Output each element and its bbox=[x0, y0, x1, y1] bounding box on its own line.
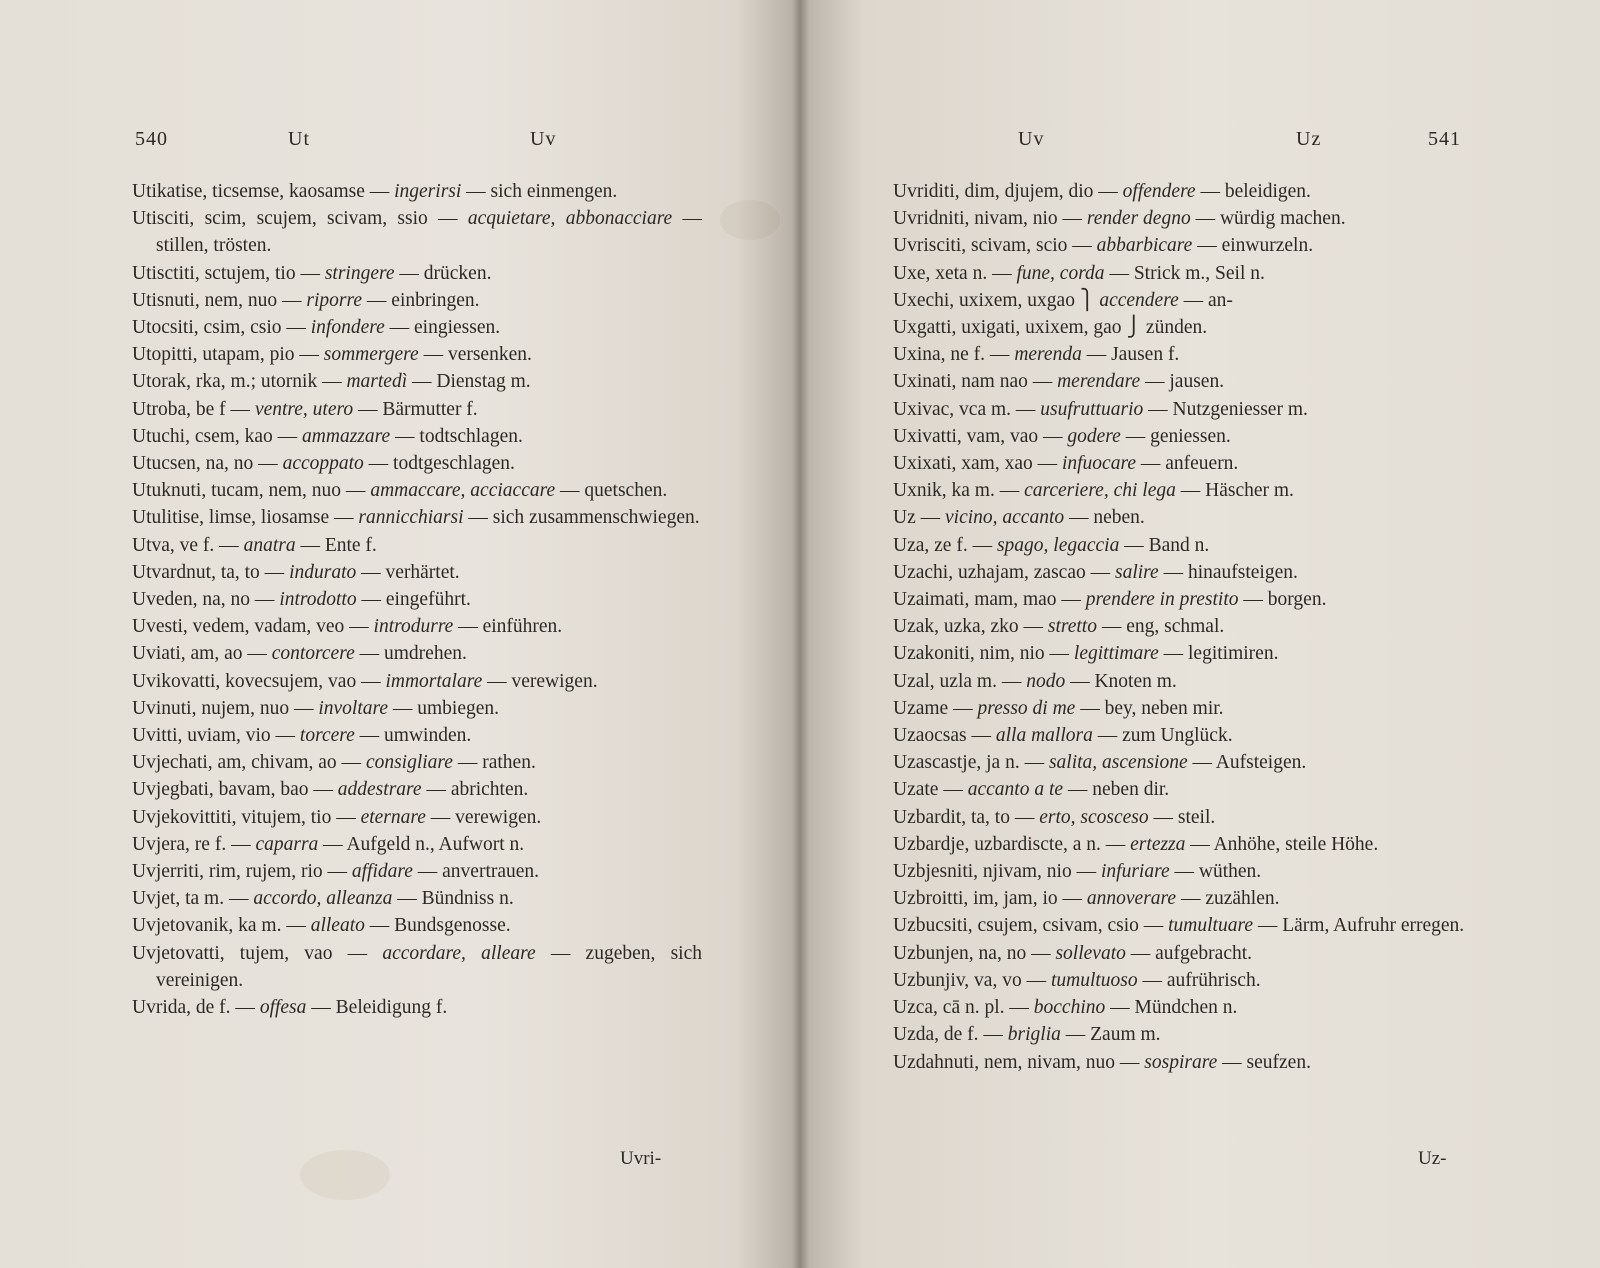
dictionary-entry bbox=[132, 613, 702, 640]
dictionary-entry bbox=[893, 586, 1478, 613]
entry-german: — Nutzgeniesser m. bbox=[1148, 398, 1308, 420]
entry-headword: Uzbardje, uzbardiscte, a n. — bbox=[893, 833, 1126, 855]
dictionary-entry bbox=[132, 205, 702, 259]
entry-german: — drücken. bbox=[399, 262, 492, 284]
entry-headword: Uvriditi, dim, djujem, dio — bbox=[893, 181, 1118, 202]
entry-german: — stillen, trösten. bbox=[156, 208, 703, 257]
entry-italian: martedì bbox=[346, 371, 408, 393]
entry-headword: Uza, ze f. — bbox=[893, 534, 993, 556]
entry-italian: briglia bbox=[1007, 1024, 1061, 1046]
entry-headword: Uzate — bbox=[893, 779, 963, 801]
entry-italian: legittimare bbox=[1073, 643, 1159, 665]
entry-italian: addestrare bbox=[337, 779, 422, 801]
entry-german: — aufgebracht. bbox=[1130, 942, 1253, 964]
dictionary-entry bbox=[893, 994, 1478, 1021]
entry-german: — Bärmutter f. bbox=[358, 398, 478, 420]
entry-headword: Uzbjesniti, njivam, nio — bbox=[893, 861, 1097, 883]
entry-headword: Uz — bbox=[893, 507, 941, 529]
entry-german: — eingeführt. bbox=[361, 589, 471, 611]
entry-german: — Mündchen n. bbox=[1110, 997, 1238, 1019]
dictionary-entry bbox=[132, 260, 702, 287]
dictionary-entry bbox=[893, 341, 1478, 368]
dictionary-entry bbox=[893, 504, 1478, 531]
dictionary-entry bbox=[132, 368, 702, 395]
entry-headword: Uvjechati, am, chivam, ao — bbox=[132, 752, 362, 774]
entry-italian: vicino, accanto bbox=[945, 507, 1065, 529]
entry-headword: Uxe, xeta n. — bbox=[893, 262, 1012, 284]
entry-italian: salire bbox=[1114, 561, 1159, 583]
entry-german: — todtgeschlagen. bbox=[368, 453, 515, 475]
entry-italian: sospirare bbox=[1144, 1051, 1218, 1073]
entry-italian: offendere bbox=[1122, 181, 1196, 202]
entry-german: — zuzählen. bbox=[1180, 888, 1280, 910]
entry-headword: Uzdahnuti, nem, nivam, nuo — bbox=[893, 1051, 1140, 1073]
entry-german: — jausen. bbox=[1145, 371, 1225, 393]
entry-italian: godere bbox=[1067, 425, 1121, 447]
entry-italian: fune, corda bbox=[1016, 262, 1105, 284]
dictionary-entry bbox=[132, 804, 702, 831]
dictionary-entry bbox=[893, 858, 1478, 885]
entry-headword: Uvjet, ta m. — bbox=[132, 888, 249, 910]
entry-italian: abbarbicare bbox=[1096, 235, 1193, 257]
entry-italian: tumultuare bbox=[1168, 915, 1253, 937]
entry-italian: introdurre bbox=[373, 616, 454, 638]
dictionary-entry bbox=[893, 1021, 1478, 1048]
entry-headword: Uvjetovatti, tujem, vao — bbox=[132, 942, 368, 964]
entry-german: — Ente f. bbox=[300, 534, 377, 556]
entry-headword: Uveden, na, no — bbox=[132, 589, 275, 611]
dictionary-entry bbox=[893, 423, 1478, 450]
entry-italian: alla mallora bbox=[995, 725, 1093, 747]
entry-german: — eingiessen. bbox=[389, 317, 501, 339]
entry-italian: ventre, utero bbox=[254, 398, 354, 420]
entry-headword: Utikatise, ticsemse, kaosamse — bbox=[132, 181, 390, 202]
dictionary-entry bbox=[132, 314, 702, 341]
entry-german: — umwinden. bbox=[359, 725, 472, 747]
dictionary-entry bbox=[893, 776, 1478, 803]
entry-german: — anvertrauen. bbox=[417, 861, 540, 883]
entry-german: — anfeuern. bbox=[1140, 453, 1239, 475]
entry-headword: Uzaimati, mam, mao — bbox=[893, 589, 1081, 611]
entry-italian: render degno bbox=[1086, 208, 1191, 230]
entry-german: — Knoten m. bbox=[1070, 670, 1177, 692]
entry-headword: Uzda, de f. — bbox=[893, 1024, 1003, 1046]
entry-italian: salita, ascensione bbox=[1048, 752, 1188, 774]
entry-italian: stringere bbox=[324, 262, 395, 284]
dictionary-entry bbox=[893, 260, 1478, 287]
dictionary-entry bbox=[132, 695, 702, 722]
entry-german: — Dienstag m. bbox=[412, 371, 531, 393]
running-head-left: Ut bbox=[288, 128, 310, 150]
entry-german: — hinaufsteigen. bbox=[1163, 561, 1298, 583]
dictionary-entry bbox=[132, 749, 702, 776]
entry-headword: Utisnuti, nem, nuo — bbox=[132, 289, 302, 311]
entry-italian: accanto a te bbox=[967, 779, 1064, 801]
entry-list bbox=[893, 178, 1478, 1076]
entry-italian: consigliare bbox=[365, 752, 453, 774]
entry-german: — bey, neben mir. bbox=[1080, 697, 1224, 719]
entry-headword: Uzbunjen, na, no — bbox=[893, 942, 1051, 964]
entry-headword: Uzame — bbox=[893, 697, 973, 719]
entry-german: — sich zusammenschwiegen. bbox=[468, 507, 700, 529]
entry-headword: Utisctiti, sctujem, tio — bbox=[132, 262, 320, 284]
dictionary-entry bbox=[893, 831, 1478, 858]
dictionary-entry bbox=[132, 776, 702, 803]
entry-headword: Utuknuti, tucam, nem, nuo — bbox=[132, 480, 366, 502]
entry-german: — verewigen. bbox=[487, 670, 598, 692]
dictionary-entry bbox=[893, 450, 1478, 477]
entry-german: — wüthen. bbox=[1174, 861, 1262, 883]
dictionary-entry bbox=[132, 668, 702, 695]
entry-german: — legitimiren. bbox=[1163, 643, 1279, 665]
entry-german: — neben. bbox=[1069, 507, 1145, 529]
entry-headword: Utva, ve f. — bbox=[132, 534, 239, 556]
entry-headword: Uxixati, xam, xao — bbox=[893, 453, 1058, 475]
dictionary-entry bbox=[893, 477, 1478, 504]
dictionary-entry bbox=[132, 423, 702, 450]
entry-headword: Uzal, uzla m. — bbox=[893, 670, 1022, 692]
entry-italian: rannicchiarsi bbox=[358, 507, 464, 529]
entry-italian: infuriare bbox=[1100, 861, 1170, 883]
entry-headword: Uvrisciti, scivam, scio — bbox=[893, 235, 1092, 257]
entry-german: — beleidigen. bbox=[1200, 181, 1311, 202]
entry-german: — umdrehen. bbox=[359, 643, 467, 665]
entry-german: — Band n. bbox=[1124, 534, 1210, 556]
entry-italian: prendere in prestito bbox=[1085, 589, 1239, 611]
entry-german: — rathen. bbox=[457, 752, 536, 774]
entry-headword: Uvjera, re f. — bbox=[132, 833, 251, 855]
entry-headword: Utuchi, csem, kao — bbox=[132, 425, 298, 447]
entry-german: — würdig machen. bbox=[1195, 208, 1346, 230]
entry-italian: ertezza bbox=[1130, 833, 1186, 855]
entry-italian: ingerirsi bbox=[394, 181, 462, 202]
entry-headword: Utocsiti, csim, csio — bbox=[132, 317, 306, 339]
entry-list bbox=[132, 178, 702, 1021]
entry-headword: Uzbardit, ta, to — bbox=[893, 806, 1035, 828]
entry-german: — aufrührisch. bbox=[1142, 969, 1261, 991]
entry-german: — Bündniss n. bbox=[397, 888, 514, 910]
entry-headword: Uvjetovanik, ka m. — bbox=[132, 915, 306, 937]
dictionary-entry bbox=[893, 205, 1478, 232]
dictionary-entry bbox=[893, 749, 1478, 776]
dictionary-entry bbox=[893, 178, 1478, 205]
entry-headword: Uxechi, uxixem, uxgao ⎫ bbox=[893, 289, 1095, 311]
entry-headword: Uzascastje, ja n. — bbox=[893, 752, 1045, 774]
entry-german: — Anhöhe, steile Höhe. bbox=[1190, 833, 1379, 855]
entry-headword: Uvitti, uviam, vio — bbox=[132, 725, 296, 747]
dictionary-entry bbox=[132, 287, 702, 314]
dictionary-entry bbox=[132, 341, 702, 368]
dictionary-entry bbox=[893, 695, 1478, 722]
entry-headword: Uzbucsiti, csujem, csivam, csio — bbox=[893, 915, 1164, 937]
page-number: 541 bbox=[1428, 128, 1461, 150]
dictionary-entry bbox=[893, 668, 1478, 695]
entry-italian: involtare bbox=[318, 697, 389, 719]
dictionary-entry bbox=[893, 885, 1478, 912]
entry-headword: Uviati, am, ao — bbox=[132, 643, 267, 665]
entry-headword: Uvjekovittiti, vitujem, tio — bbox=[132, 806, 356, 828]
dictionary-entry bbox=[132, 586, 702, 613]
dictionary-entry bbox=[132, 831, 702, 858]
dictionary-entry bbox=[132, 912, 702, 939]
entry-headword: Uxivac, vca m. — bbox=[893, 398, 1036, 420]
entry-italian: infondere bbox=[310, 317, 385, 339]
entry-italian: accoppato bbox=[282, 453, 364, 475]
dictionary-entry bbox=[132, 504, 702, 531]
dictionary-entry bbox=[893, 396, 1478, 423]
dictionary-entry bbox=[893, 912, 1478, 939]
dictionary-entry bbox=[893, 368, 1478, 395]
entry-headword: Uxinati, nam nao — bbox=[893, 371, 1053, 393]
dictionary-entry bbox=[893, 287, 1478, 314]
entry-headword: Utulitise, limse, liosamse — bbox=[132, 507, 354, 529]
entry-headword: Uzak, uzka, zko — bbox=[893, 616, 1043, 638]
entry-german: — versenken. bbox=[423, 344, 532, 366]
entry-headword: Uxgatti, uxigati, uxixem, gao ⎭ bbox=[893, 317, 1142, 339]
dictionary-entry bbox=[132, 477, 702, 504]
entry-german: — zum Unglück. bbox=[1097, 725, 1233, 747]
dictionary-entry bbox=[893, 804, 1478, 831]
catchword: Uz- bbox=[1418, 1148, 1447, 1169]
entry-italian: accendere bbox=[1099, 289, 1179, 311]
running-head-left: Uv bbox=[1018, 128, 1045, 150]
entry-headword: Uxina, ne f. — bbox=[893, 344, 1010, 366]
entry-headword: Uxivatti, vam, vao — bbox=[893, 425, 1063, 447]
entry-italian: accordare, alleare bbox=[382, 942, 536, 964]
entry-german: — abrichten. bbox=[426, 779, 529, 801]
entry-german: — einwurzeln. bbox=[1197, 235, 1314, 257]
entry-italian: bocchino bbox=[1033, 997, 1106, 1019]
page-number: 540 bbox=[135, 128, 168, 150]
entry-german: — einbringen. bbox=[366, 289, 480, 311]
entry-headword: Uzachi, uzhajam, zascao — bbox=[893, 561, 1111, 583]
entry-german: — Lärm, Aufruhr erregen. bbox=[1257, 915, 1465, 937]
dictionary-entry bbox=[132, 994, 702, 1021]
entry-italian: spago, legaccia bbox=[996, 534, 1120, 556]
entry-headword: Uvjegbati, bavam, bao — bbox=[132, 779, 333, 801]
entry-german: — todtschlagen. bbox=[395, 425, 523, 447]
entry-italian: immortalare bbox=[385, 670, 483, 692]
entry-headword: Uzbunjiv, va, vo — bbox=[893, 969, 1047, 991]
entry-italian: indurato bbox=[289, 561, 357, 583]
dictionary-entry bbox=[132, 858, 702, 885]
dictionary-entry bbox=[893, 722, 1478, 749]
entry-headword: Uzca, cā n. pl. — bbox=[893, 997, 1029, 1019]
entry-italian: merenda bbox=[1014, 344, 1082, 366]
entry-headword: Uvrida, de f. — bbox=[132, 997, 255, 1019]
entry-italian: stretto bbox=[1047, 616, 1097, 638]
entry-headword: Uvridniti, nivam, nio — bbox=[893, 208, 1083, 230]
entry-headword: Utroba, be f — bbox=[132, 398, 251, 420]
dictionary-entry bbox=[132, 722, 702, 749]
entry-german: — quetschen. bbox=[560, 480, 668, 502]
dictionary-entry bbox=[893, 613, 1478, 640]
dictionary-entry bbox=[132, 396, 702, 423]
entry-italian: torcere bbox=[299, 725, 355, 747]
entry-italian: sollevato bbox=[1055, 942, 1126, 964]
entry-headword: Utorak, rka, m.; utornik — bbox=[132, 371, 342, 393]
entry-german: — Aufsteigen. bbox=[1192, 752, 1307, 774]
entry-headword: Uvjerriti, rim, rujem, rio — bbox=[132, 861, 347, 883]
entry-german: — an- bbox=[1183, 289, 1233, 311]
entry-german: — borgen. bbox=[1243, 589, 1327, 611]
entry-italian: infuocare bbox=[1061, 453, 1136, 475]
entry-german: — neben dir. bbox=[1067, 779, 1170, 801]
right-page bbox=[808, 0, 1600, 1268]
entry-italian: usufruttuario bbox=[1040, 398, 1144, 420]
entry-italian: affidare bbox=[351, 861, 413, 883]
entry-german: — zugeben, sich vereinigen. bbox=[156, 942, 702, 991]
entry-german: — sich einmengen. bbox=[466, 181, 618, 202]
entry-italian: introdotto bbox=[279, 589, 357, 611]
dictionary-entry bbox=[132, 178, 702, 205]
entry-italian: eternare bbox=[360, 806, 426, 828]
entry-italian: merendare bbox=[1057, 371, 1141, 393]
entry-italian: carceriere, chi lega bbox=[1024, 480, 1176, 502]
entry-italian: alleato bbox=[310, 915, 365, 937]
entry-headword: Uzaocsas — bbox=[893, 725, 992, 747]
entry-italian: nodo bbox=[1026, 670, 1066, 692]
entry-german: — Beleidigung f. bbox=[311, 997, 448, 1019]
entry-headword: Uzbroitti, im, jam, io — bbox=[893, 888, 1083, 910]
entry-german: — Bundsgenosse. bbox=[369, 915, 511, 937]
entry-headword: Uzakoniti, nim, nio — bbox=[893, 643, 1070, 665]
entry-italian: offesa bbox=[259, 997, 307, 1019]
entry-german: zünden. bbox=[1145, 317, 1208, 339]
entry-german: — umbiegen. bbox=[392, 697, 500, 719]
entry-headword: Uxnik, ka m. — bbox=[893, 480, 1020, 502]
entry-headword: Uvikovatti, kovecsujem, vao — bbox=[132, 670, 381, 692]
dictionary-entry bbox=[893, 940, 1478, 967]
entry-headword: Utopitti, utapam, pio — bbox=[132, 344, 319, 366]
entry-italian: anatra bbox=[243, 534, 296, 556]
entry-german: — einführen. bbox=[458, 616, 563, 638]
entry-italian: erto, scosceso bbox=[1039, 806, 1149, 828]
dictionary-entry bbox=[132, 940, 702, 994]
entry-german: — geniessen. bbox=[1125, 425, 1231, 447]
entry-italian: contorcere bbox=[271, 643, 355, 665]
entry-italian: caparra bbox=[255, 833, 319, 855]
entry-headword: Utisciti, scim, scujem, scivam, ssio — bbox=[132, 208, 458, 230]
entry-headword: Utucsen, na, no — bbox=[132, 453, 278, 475]
entry-italian: tumultuoso bbox=[1050, 969, 1138, 991]
dictionary-entry bbox=[132, 559, 702, 586]
dictionary-entry bbox=[132, 532, 702, 559]
entry-italian: sommergere bbox=[323, 344, 419, 366]
entry-german: — steil. bbox=[1153, 806, 1216, 828]
dictionary-entry bbox=[893, 314, 1478, 341]
dictionary-entry bbox=[893, 1049, 1478, 1076]
entry-italian: riporre bbox=[306, 289, 363, 311]
dictionary-entry bbox=[132, 450, 702, 477]
entry-italian: accordo, alleanza bbox=[253, 888, 393, 910]
entry-german: — eng, schmal. bbox=[1101, 616, 1225, 638]
entry-italian: ammazzare bbox=[302, 425, 391, 447]
dictionary-entry bbox=[132, 640, 702, 667]
dictionary-entry bbox=[893, 640, 1478, 667]
dictionary-entry bbox=[893, 559, 1478, 586]
entry-headword: Utvardnut, ta, to — bbox=[132, 561, 285, 583]
entry-german: — Aufgeld n., Aufwort n. bbox=[323, 833, 525, 855]
dictionary-entry bbox=[132, 885, 702, 912]
entry-german: — Zaum m. bbox=[1065, 1024, 1161, 1046]
dictionary-entry bbox=[893, 532, 1478, 559]
entry-italian: presso di me bbox=[977, 697, 1076, 719]
entry-german: — Strick m., Seil n. bbox=[1109, 262, 1265, 284]
entry-german: — Häscher m. bbox=[1180, 480, 1294, 502]
dictionary-entry bbox=[893, 232, 1478, 259]
entry-german: — verewigen. bbox=[430, 806, 542, 828]
entry-german: — Jausen f. bbox=[1086, 344, 1180, 366]
catchword: Uvri- bbox=[620, 1148, 662, 1169]
entry-italian: ammaccare, acciaccare bbox=[370, 480, 556, 502]
entry-headword: Uvesti, vedem, vadam, veo — bbox=[132, 616, 369, 638]
entry-headword: Uvinuti, nujem, nuo — bbox=[132, 697, 314, 719]
entry-german: — verhärtet. bbox=[361, 561, 460, 583]
running-head-right: Uz bbox=[1296, 128, 1322, 150]
dictionary-entry bbox=[893, 967, 1478, 994]
entry-italian: annoverare bbox=[1086, 888, 1177, 910]
entry-german: — seufzen. bbox=[1222, 1051, 1311, 1073]
running-head-right: Uv bbox=[530, 128, 557, 150]
entry-italian: acquietare, abbonacciare bbox=[467, 208, 673, 230]
